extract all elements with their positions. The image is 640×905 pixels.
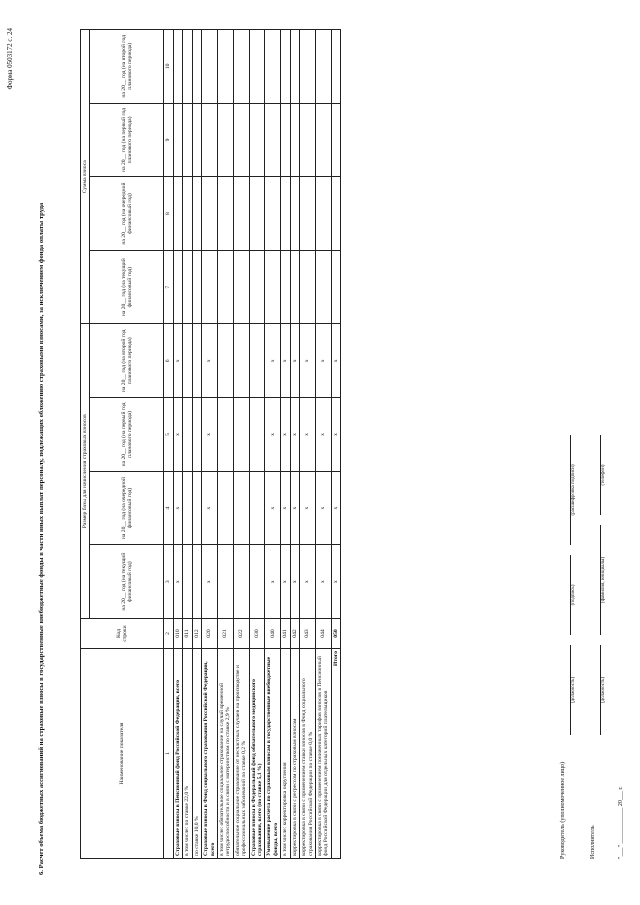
base-cell <box>249 398 265 472</box>
sum-cell <box>316 103 332 177</box>
row-code: 020 <box>202 619 218 649</box>
base-cell: x <box>300 545 316 619</box>
row-code: 043 <box>300 619 316 649</box>
base-cell <box>233 324 249 398</box>
sum-cell <box>300 30 316 104</box>
base-cell <box>192 471 201 545</box>
row-name: Страховые взносы в Фонд социального страхования Российской Федерации, всего <box>202 649 218 859</box>
header-sub: на 20__ год (на первый год планового периода) <box>90 398 164 472</box>
base-cell: x <box>265 398 281 472</box>
table-row <box>316 30 332 859</box>
base-cell: x <box>173 398 182 472</box>
table-row <box>202 30 218 859</box>
table-row <box>265 30 281 859</box>
base-cell <box>183 545 192 619</box>
row-code: 040 <box>265 619 281 649</box>
sum-cell <box>316 30 332 104</box>
col-number: 9 <box>164 103 173 177</box>
row-code: 030 <box>249 619 265 649</box>
sum-cell <box>173 250 182 324</box>
sum-cell <box>281 250 290 324</box>
sum-cell <box>183 250 192 324</box>
header-name: Наименование показателя <box>81 649 164 859</box>
sum-cell <box>265 30 281 104</box>
sum-cell <box>331 103 340 177</box>
row-code: 010 <box>173 619 182 649</box>
col-number: 10 <box>164 30 173 104</box>
header-sum-group: Сумма взноса <box>81 30 90 325</box>
header-sub: на 20__ год (на очередной финансовый год) <box>90 177 164 251</box>
row-name: в том числе: обязательное социальное страхование на случай временной нетрудоспособности и в связи с материнством по ставке 2,9 % <box>217 649 233 859</box>
head-decode-line <box>560 435 576 545</box>
form-code: Форма 0503172 с. 24 <box>6 28 14 90</box>
base-cell: x <box>173 324 182 398</box>
base-cell: x <box>281 471 290 545</box>
base-cell: x <box>265 324 281 398</box>
header-sub: на 20__ год (на очередной финансовый год) <box>90 471 164 545</box>
base-cell: x <box>281 545 290 619</box>
table-row <box>217 30 233 859</box>
exec-fio-line <box>590 525 606 635</box>
base-cell: x <box>331 398 340 472</box>
header-sub: на 20__ год (на текущий финансовый год) <box>90 250 164 324</box>
header-sub: на 20__ год (на первый год планового периода) <box>90 103 164 177</box>
head-signature-line <box>560 555 576 635</box>
caption: (телефон) <box>601 464 606 486</box>
col-number: 4 <box>164 471 173 545</box>
base-cell: x <box>331 324 340 398</box>
base-cell: x <box>300 398 316 472</box>
header-sub: на 20__ год (на текущий финансовый год) <box>90 545 164 619</box>
exec-position-line <box>590 645 606 735</box>
calculation-table <box>80 29 341 859</box>
base-cell: x <box>316 324 332 398</box>
sum-cell <box>316 250 332 324</box>
sum-cell <box>192 250 201 324</box>
table-row <box>300 30 316 859</box>
table-row <box>183 30 192 859</box>
base-cell: x <box>202 471 218 545</box>
sum-cell <box>233 103 249 177</box>
sum-cell <box>281 103 290 177</box>
caption: (подпись) <box>571 584 576 606</box>
sum-cell <box>233 30 249 104</box>
row-code: 011 <box>183 619 192 649</box>
head-label: Руководитель (уполномоченное лицо) <box>560 762 566 859</box>
row-code: 042 <box>290 619 299 649</box>
sum-cell <box>217 103 233 177</box>
row-name: корректировка в связи с применением пониженных тарифов взносов в Пенсионный фонд Российской Федерации для отдельных категорий плательщиков <box>316 649 332 859</box>
row-code: 041 <box>281 619 290 649</box>
caption: (должность) <box>571 676 576 704</box>
sum-cell <box>265 250 281 324</box>
base-cell <box>217 545 233 619</box>
sum-cell <box>217 250 233 324</box>
sum-cell <box>265 177 281 251</box>
base-cell <box>183 471 192 545</box>
header-base-group: Размер базы для начисления страховых взносов <box>81 324 90 619</box>
base-cell <box>192 324 201 398</box>
sum-cell <box>331 250 340 324</box>
row-code: 012 <box>192 619 201 649</box>
sum-cell <box>192 103 201 177</box>
sum-cell <box>249 30 265 104</box>
base-cell: x <box>290 398 299 472</box>
head-position-line <box>560 645 576 735</box>
row-code: 044 <box>316 619 332 649</box>
sum-cell <box>192 177 201 251</box>
sum-cell <box>233 177 249 251</box>
base-cell: x <box>202 545 218 619</box>
caption: (фамилия, инициалы) <box>601 556 606 604</box>
sum-cell <box>290 30 299 104</box>
base-cell <box>233 398 249 472</box>
sum-cell <box>173 103 182 177</box>
table-body <box>173 30 340 859</box>
exec-phone-line <box>590 435 606 515</box>
base-cell <box>192 398 201 472</box>
col-number: 2 <box>164 619 173 649</box>
sum-cell <box>281 177 290 251</box>
base-cell: x <box>316 471 332 545</box>
base-cell <box>183 324 192 398</box>
row-code: 022 <box>233 619 249 649</box>
row-name: обязательное социальное страхование от несчастных случаев на производстве и профессиональных заболеваний по ставке 0,2 % <box>233 649 249 859</box>
sum-cell <box>202 177 218 251</box>
base-cell: x <box>202 398 218 472</box>
table-row <box>192 30 201 859</box>
base-cell: x <box>173 545 182 619</box>
base-cell: x <box>173 471 182 545</box>
sum-cell <box>173 30 182 104</box>
sum-cell <box>202 250 218 324</box>
sum-cell <box>331 177 340 251</box>
col-number: 5 <box>164 398 173 472</box>
base-cell: x <box>331 545 340 619</box>
col-number: 3 <box>164 545 173 619</box>
col-number: 6 <box>164 324 173 398</box>
base-cell: x <box>265 471 281 545</box>
col-number: 1 <box>164 649 173 859</box>
sum-cell <box>217 30 233 104</box>
executor-label: Исполнитель <box>590 825 596 859</box>
base-cell <box>233 545 249 619</box>
caption: (должность) <box>601 676 606 704</box>
date-line: "___" ____________ 20___ г. <box>618 786 624 859</box>
total-label: Итого <box>331 649 340 859</box>
sum-cell <box>173 177 182 251</box>
row-name: корректировка в связи с применением ставки взносов в Фонд социального страхования Российской Федерации по ставке 0,0 % <box>300 649 316 859</box>
sum-cell <box>183 177 192 251</box>
base-cell: x <box>300 324 316 398</box>
base-cell: x <box>281 398 290 472</box>
base-cell: x <box>290 471 299 545</box>
caption: (расшифровка подписи) <box>571 464 576 516</box>
row-name: Страховые взносы в Федеральный фонд обязательного медицинского страхования, всего (по ставке 5,1 %) <box>249 649 265 859</box>
row-name: в том числе: корректировка округления <box>281 649 290 859</box>
sum-cell <box>183 103 192 177</box>
sum-cell <box>183 30 192 104</box>
column-numbers <box>164 30 173 859</box>
base-cell <box>183 398 192 472</box>
section-title: 6. Расчет объема бюджетных ассигнований на страховые взносы в государственные внебюджетные фонды в части иных выплат персоналу, подлежащих обложению страховыми взносами, за исключением фонда оплаты труда <box>38 202 45 875</box>
sum-cell <box>300 177 316 251</box>
header-sub: на 20__ год (на второй год планового периода) <box>90 30 164 104</box>
base-cell <box>217 398 233 472</box>
header-sub: на 20__ год (на второй год планового периода) <box>90 324 164 398</box>
row-name: корректировка в связи с регрессом по страховым взносам <box>290 649 299 859</box>
base-cell: x <box>300 471 316 545</box>
base-cell: x <box>316 545 332 619</box>
base-cell: x <box>290 545 299 619</box>
base-cell <box>192 545 201 619</box>
row-name: Уменьшение расчета по страховым взносам в государственные внебюджетные фонды, всего <box>265 649 281 859</box>
table-row <box>173 30 182 859</box>
base-cell: x <box>202 324 218 398</box>
sum-cell <box>249 250 265 324</box>
base-cell <box>249 545 265 619</box>
base-cell <box>217 471 233 545</box>
sum-cell <box>249 103 265 177</box>
total-row <box>331 30 340 859</box>
base-cell <box>233 471 249 545</box>
sum-cell <box>249 177 265 251</box>
sum-cell <box>290 177 299 251</box>
sum-cell <box>290 103 299 177</box>
base-cell <box>249 324 265 398</box>
row-code: 021 <box>217 619 233 649</box>
table-row <box>233 30 249 859</box>
base-cell <box>217 324 233 398</box>
base-cell: x <box>265 545 281 619</box>
sum-cell <box>290 250 299 324</box>
sum-cell <box>202 30 218 104</box>
sum-cell <box>300 103 316 177</box>
sum-cell <box>316 177 332 251</box>
base-cell: x <box>281 324 290 398</box>
table-row <box>249 30 265 859</box>
row-name: Страховые взносы в Пенсионный фонд Российской Федерации, всего <box>173 649 182 859</box>
row-name: в том числе: по ставке 22,0 % <box>183 649 192 859</box>
header-code: Код строки <box>81 619 164 649</box>
row-code: 050 <box>331 619 340 649</box>
sum-cell <box>233 250 249 324</box>
sum-cell <box>300 250 316 324</box>
table-row <box>281 30 290 859</box>
base-cell <box>249 471 265 545</box>
base-cell: x <box>316 398 332 472</box>
sum-cell <box>192 30 201 104</box>
base-cell: x <box>290 324 299 398</box>
base-cell: x <box>331 471 340 545</box>
row-name: по ставке 10,0 % <box>192 649 201 859</box>
col-number: 8 <box>164 177 173 251</box>
sum-cell <box>217 177 233 251</box>
col-number: 7 <box>164 250 173 324</box>
sum-cell <box>265 103 281 177</box>
sum-cell <box>331 30 340 104</box>
sum-cell <box>202 103 218 177</box>
sum-cell <box>281 30 290 104</box>
table-row <box>290 30 299 859</box>
